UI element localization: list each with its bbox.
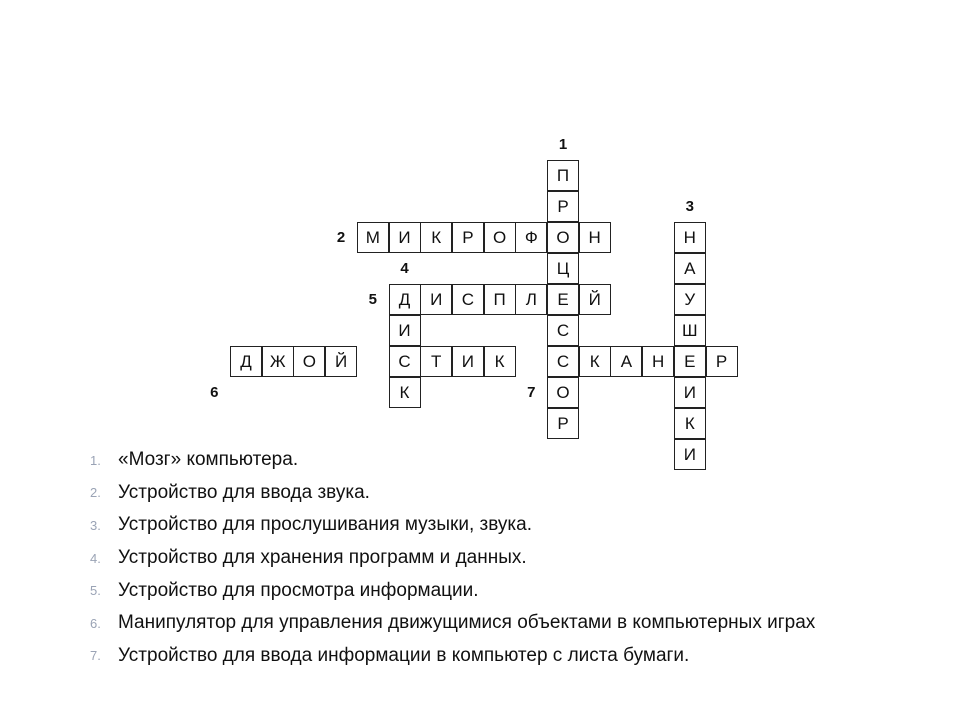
crossword-cell: Р <box>706 346 738 377</box>
clue-item <box>90 607 815 640</box>
crossword-clue-number: 3 <box>685 198 694 215</box>
crossword-cell: Р <box>547 191 579 222</box>
crossword-cell: И <box>389 222 421 253</box>
clue-item <box>90 542 815 575</box>
crossword-cell: Л <box>515 284 547 315</box>
crossword-cell: Ж <box>262 346 294 377</box>
clue-number: 5. <box>90 583 101 599</box>
crossword-cell: А <box>610 346 642 377</box>
crossword-cell: И <box>674 439 706 470</box>
clue-number: 2. <box>90 485 101 501</box>
crossword-cell: С <box>547 346 579 377</box>
crossword-cell: К <box>389 377 421 408</box>
crossword-clue-number: 5 <box>368 291 377 308</box>
clue-number: 6. <box>90 615 101 631</box>
clue-number: 1. <box>90 452 101 468</box>
crossword-cell: Д <box>230 346 262 377</box>
crossword-cell: Р <box>547 408 579 439</box>
crossword-cell: Е <box>547 284 579 315</box>
clue-text: Устройство для ввода звука. <box>118 481 370 503</box>
clue-item <box>90 444 815 477</box>
crossword-cell: Е <box>674 346 706 377</box>
clue-item <box>90 477 815 510</box>
crossword-cell: Ф <box>515 222 547 253</box>
clue-text: Устройство для хранения программ и данных. <box>118 547 527 569</box>
clue-text: Устройство для ввода информации в компьютер с листа бумаги. <box>118 644 690 666</box>
crossword-cell: Р <box>452 222 484 253</box>
crossword-cell: А <box>674 253 706 284</box>
crossword-cell: Й <box>579 284 611 315</box>
crossword-cell: Н <box>674 222 706 253</box>
crossword-cell: П <box>547 160 579 191</box>
crossword-cell: И <box>389 315 421 346</box>
crossword-clue-number: 6 <box>210 384 219 401</box>
crossword-cell: К <box>484 346 516 377</box>
crossword-clue-number: 1 <box>558 136 568 153</box>
clue-text: Манипулятор для управления движущимися объектами в компьютерных играх <box>118 612 816 634</box>
crossword-cell: И <box>452 346 484 377</box>
crossword-cell: Ц <box>547 253 579 284</box>
clue-text: «Мозг» компьютера. <box>118 449 299 471</box>
crossword-cell: Т <box>420 346 452 377</box>
crossword-cell: Й <box>325 346 357 377</box>
clue-item <box>90 574 815 607</box>
crossword-cell: И <box>420 284 452 315</box>
clue-number: 3. <box>90 517 101 533</box>
clue-number: 7. <box>90 648 101 664</box>
crossword-clue-number: 2 <box>336 229 346 246</box>
crossword-cell: К <box>420 222 452 253</box>
clue-item <box>90 509 815 542</box>
clue-text: Устройство для прослушивания музыки, звука. <box>118 514 532 536</box>
crossword-cell: Н <box>642 346 674 377</box>
clue-number: 4. <box>90 550 101 566</box>
crossword-cell: И <box>674 377 706 408</box>
crossword-clue-number: 7 <box>527 384 536 401</box>
clue-item <box>90 640 815 673</box>
crossword-cell: Д <box>389 284 421 315</box>
crossword-cell: С <box>547 315 579 346</box>
crossword-cell: С <box>452 284 484 315</box>
crossword-cell: С <box>389 346 421 377</box>
crossword-cell: К <box>674 408 706 439</box>
crossword-cell: Ш <box>674 315 706 346</box>
clue-text: Устройство для просмотра информации. <box>118 579 479 601</box>
crossword-cell: П <box>484 284 516 315</box>
crossword-cell: К <box>579 346 611 377</box>
crossword-cell: О <box>547 377 579 408</box>
crossword-cell: М <box>357 222 389 253</box>
crossword-cell: У <box>674 284 706 315</box>
crossword-clue-number: 4 <box>400 260 409 277</box>
crossword-cell: О <box>293 346 325 377</box>
clue-list <box>90 444 815 672</box>
crossword-cell: О <box>547 222 579 253</box>
crossword-cell: Н <box>579 222 611 253</box>
crossword-cell: О <box>484 222 516 253</box>
